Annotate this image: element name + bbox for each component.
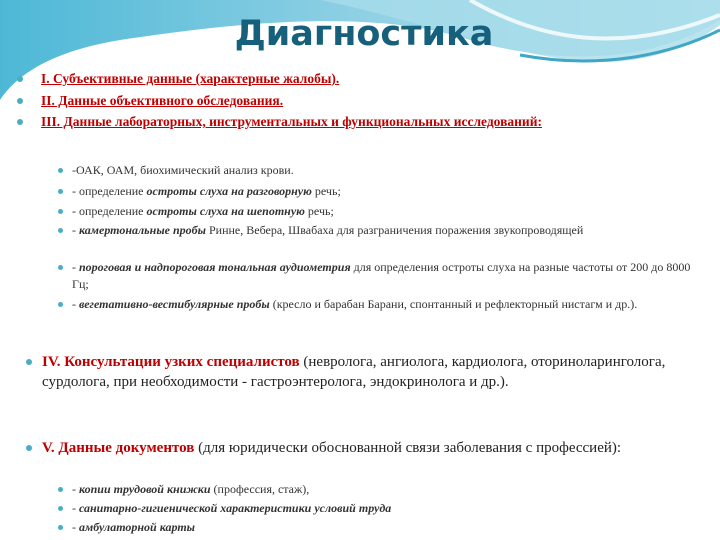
bullet-icon	[17, 119, 23, 125]
bullet-icon	[58, 228, 63, 233]
bullet-icon	[58, 506, 63, 511]
list-item	[58, 481, 708, 498]
bullet-icon	[58, 302, 63, 307]
list-item	[58, 296, 708, 313]
bullet-icon	[58, 209, 63, 214]
item-text: - камертональные пробы Ринне, Вебера, Швабаха для разграничения поражения звукопроводящей	[72, 223, 584, 237]
list-item	[58, 162, 708, 179]
item-text: -ОАК, ОАМ, биохимический анализ крови.	[72, 163, 294, 177]
item-text: - определение остроты слуха на шепотную речь;	[72, 204, 334, 218]
bullet-icon	[58, 265, 63, 270]
item-text: - копии трудовой книжки (профессия, стаж),	[72, 482, 310, 496]
section-text: I. Субъективные данные (характерные жалобы).	[41, 71, 340, 86]
bullet-icon	[26, 445, 32, 451]
bullet-icon	[58, 168, 63, 173]
list-item	[58, 500, 708, 517]
section-3	[17, 114, 542, 130]
section-2	[17, 93, 283, 109]
item-text: - пороговая и надпороговая тональная аудиометрия для определения остроты слуха на разные частоты от 200 до 8000 Гц;	[72, 260, 691, 291]
slide-title: Диагностика	[234, 14, 494, 54]
item-text: - определение остроты слуха на разговорную речь;	[72, 184, 341, 198]
section-text: V. Данные документов (для юридически обоснованной связи заболевания с профессией):	[42, 440, 622, 456]
bullet-icon	[58, 487, 63, 492]
list-item	[58, 222, 708, 239]
section-5	[26, 438, 716, 458]
item-text: - санитарно-гигиенической характеристики условий труда	[72, 501, 392, 515]
section-text: III. Данные лабораторных, инструментальных и функциональных исследований:	[41, 114, 542, 129]
bullet-icon	[26, 359, 32, 365]
item-text: - вегетативно-вестибулярные пробы (кресло и барабан Барани, спонтанный и рефлекторный нистагм и др.).	[72, 297, 638, 311]
list-item	[58, 259, 708, 293]
bullet-icon	[17, 98, 23, 104]
item-text: - амбулаторной карты	[72, 520, 196, 534]
bullet-icon	[58, 525, 63, 530]
list-item	[58, 519, 708, 536]
section-4	[26, 352, 716, 392]
section-text: IV. Консультации узких специалистов (невролога, ангиолога, кардиолога, оториноларинголога, сурдолога, при необходимости - гастроэнтеролога, эндокринолога и др.).	[42, 354, 666, 390]
bullet-icon	[58, 189, 63, 194]
section-1	[17, 71, 339, 87]
bullet-icon	[17, 76, 23, 82]
list-item	[58, 183, 708, 200]
section-text: II. Данные объективного обследования.	[41, 93, 284, 108]
list-item	[58, 203, 708, 220]
